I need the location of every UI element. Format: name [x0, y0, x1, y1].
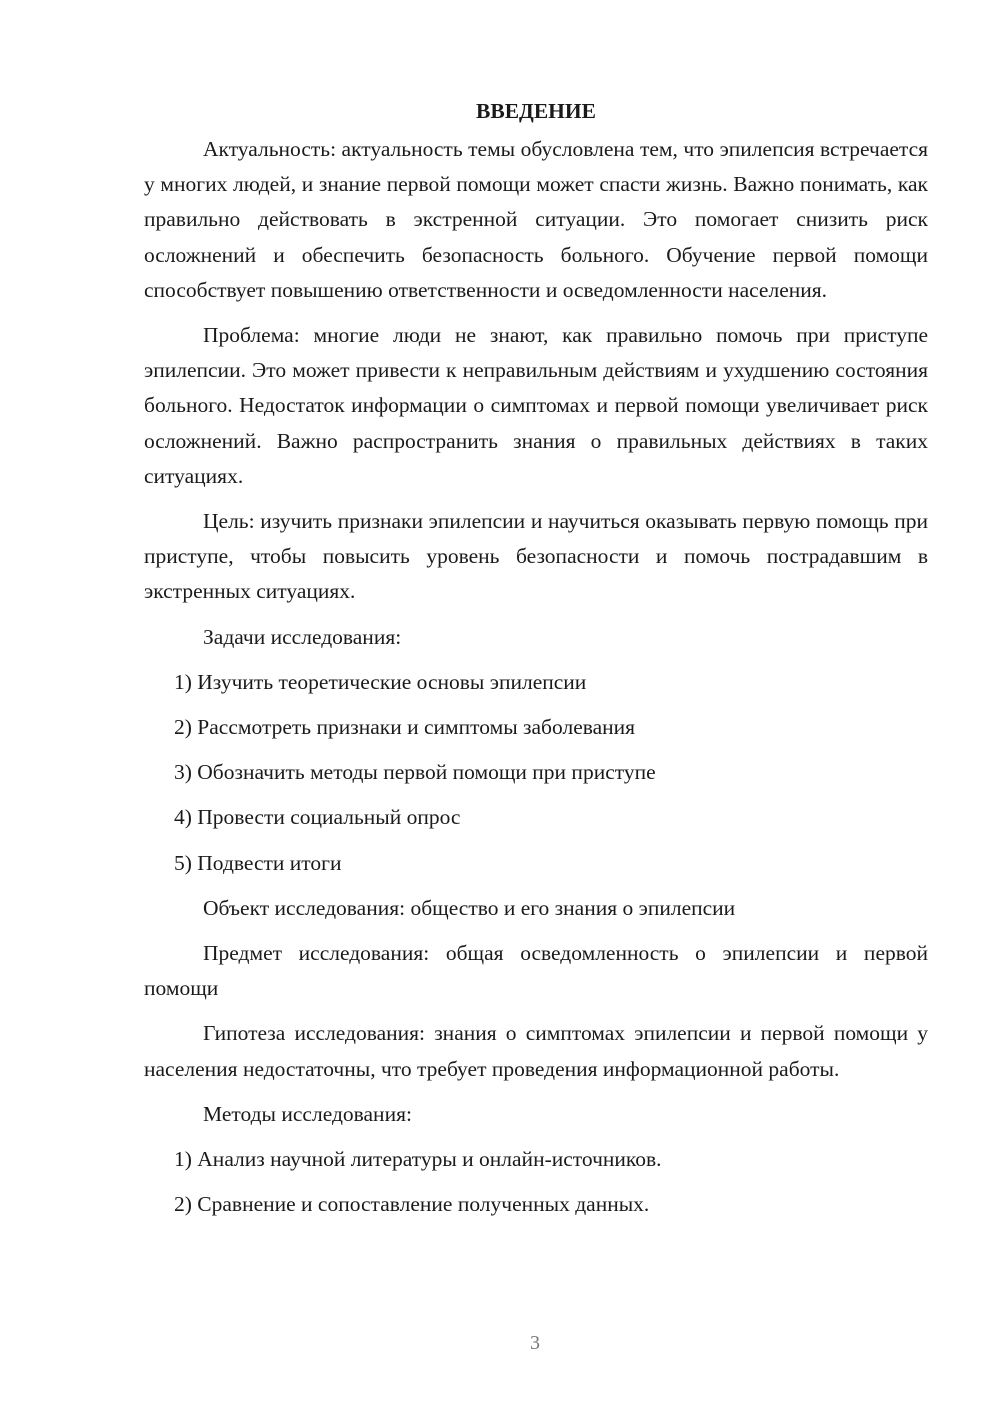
- methods-heading: Методы исследования:: [203, 1101, 412, 1126]
- list-item: 3) Обозначить методы первой помощи при приступе: [174, 760, 656, 785]
- tasks-list: [144, 665, 928, 881]
- list-item: 1) Изучить теоретические основы эпилепсии: [174, 669, 587, 694]
- subject-paragraph: Предмет исследования: общая осведомленность о эпилепсии и первой помощи: [144, 941, 928, 1001]
- methods-list: [144, 1142, 928, 1222]
- list-item: 4) Провести социальный опрос: [174, 805, 461, 830]
- page-number: 3: [530, 1332, 540, 1354]
- hypothesis-paragraph: Гипотеза исследования: знания о симптомах эпилепсии и первой помощи у населения недостаточны, что требует проведения информационной работы.: [144, 1021, 928, 1081]
- document-page: [144, 90, 928, 1232]
- list-item: 2) Рассмотреть признаки и симптомы заболевания: [174, 715, 636, 740]
- section-title: ВВЕДЕНИЕ: [476, 99, 596, 123]
- tasks-heading: Задачи исследования:: [203, 624, 402, 649]
- object-paragraph: Объект исследования: общество и его знания о эпилепсии: [203, 895, 736, 920]
- goal-paragraph: Цель: изучить признаки эпилепсии и научиться оказывать первую помощь при приступе, чтобы повысить уровень безопасности и помочь пострадавшим в экстренных ситуациях.: [144, 509, 928, 604]
- list-item: 5) Подвести итоги: [174, 850, 342, 875]
- list-item: 1) Анализ научной литературы и онлайн-источников.: [174, 1147, 662, 1172]
- relevance-paragraph: Актуальность: актуальность темы обусловлена тем, что эпилепсия встречается у многих людей, и знание первой помощи может спасти жизнь. Важно понимать, как правильно действовать в экстренной ситуации. Это помогает снизить риск осложнений и обеспечить безопасность больного. Обучение первой помощи способствует повышению ответственности и осведомленности населения.: [144, 137, 928, 302]
- problem-paragraph: Проблема: многие люди не знают, как правильно помочь при приступе эпилепсии. Это может привести к неправильным действиям и ухудшению состояния больного. Недостаток информации о симптомах и первой помощи увеличивает риск осложнений. Важно распространить знания о правильных действиях в таких ситуациях.: [144, 323, 928, 488]
- list-item: 2) Сравнение и сопоставление полученных данных.: [174, 1192, 650, 1217]
